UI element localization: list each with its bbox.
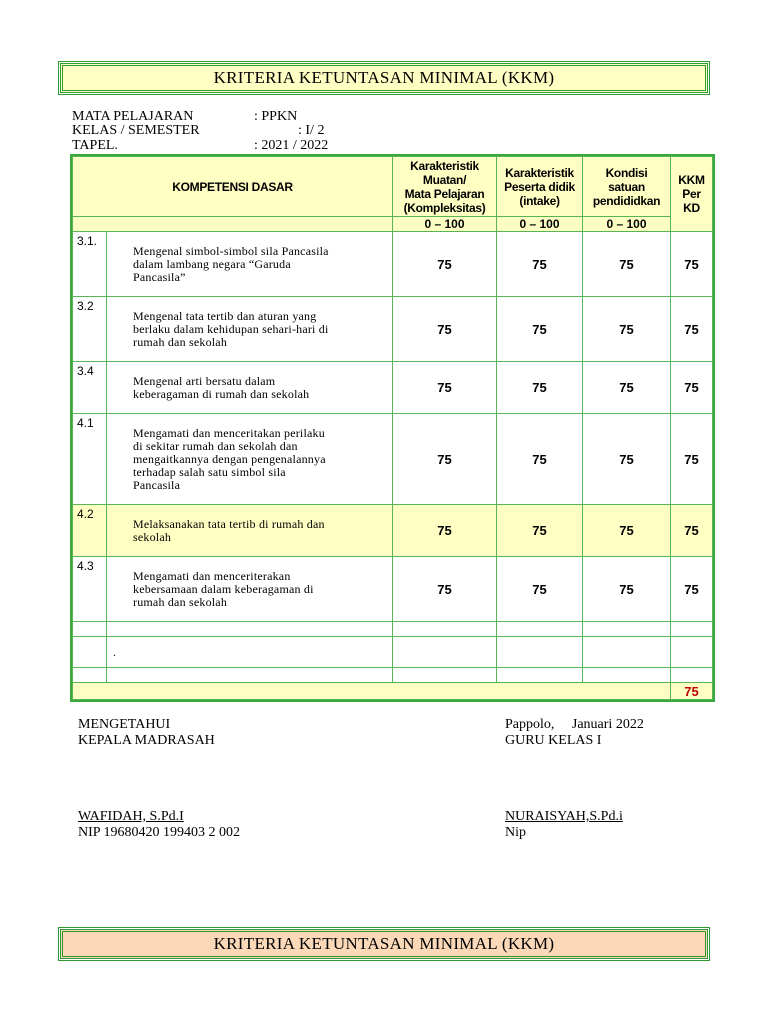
header-line: (intake) bbox=[519, 193, 560, 208]
kd-line: rumah dan sekolah bbox=[133, 334, 228, 349]
range-spacer bbox=[73, 217, 393, 232]
kd-code: 4.3 bbox=[73, 557, 107, 622]
page-title-text: KRITERIA KETUNTASAN MINIMAL (KKM) bbox=[213, 68, 555, 87]
kkm-table bbox=[72, 156, 713, 700]
blank-cell bbox=[107, 637, 393, 668]
kd-line: Pancasila bbox=[133, 477, 181, 492]
blank-cell bbox=[497, 622, 583, 637]
year-label: TAPEL. bbox=[72, 138, 118, 153]
kd-text bbox=[107, 557, 393, 622]
value-kondisi: 75 bbox=[583, 414, 671, 505]
teacher-role: GURU KELAS I bbox=[505, 733, 602, 748]
kd-code: 4.1 bbox=[73, 414, 107, 505]
blank-cell bbox=[107, 668, 393, 683]
kd-text bbox=[107, 414, 393, 505]
value-kompleksitas: 75 bbox=[393, 505, 497, 557]
table-row bbox=[73, 505, 713, 557]
range-c1: 0 – 100 bbox=[393, 217, 497, 232]
kd-line: terhadap salah satu simbol sila bbox=[133, 464, 286, 479]
value-kkm: 75 bbox=[671, 414, 713, 505]
blank-cell bbox=[497, 668, 583, 683]
kd-line: dalam lambang negara “Garuda bbox=[133, 256, 291, 271]
blank-cell bbox=[73, 668, 107, 683]
header-line: Karakteristik bbox=[505, 165, 574, 180]
teacher-nip: Nip bbox=[505, 825, 526, 840]
blank-cell bbox=[107, 622, 393, 637]
class-value: : I/ 2 bbox=[298, 123, 325, 138]
blank-cell bbox=[583, 637, 671, 668]
kd-line: mengaitkannya dengan pengenalannya bbox=[133, 451, 326, 466]
value-kondisi: 75 bbox=[583, 232, 671, 297]
blank-cell bbox=[671, 668, 713, 683]
value-kompleksitas: 75 bbox=[393, 232, 497, 297]
kd-line: Mengenal tata tertib dan aturan yang bbox=[133, 308, 317, 323]
subject-label: MATA PELAJARAN bbox=[72, 109, 194, 124]
class-label: KELAS / SEMESTER bbox=[72, 123, 200, 138]
value-kkm: 75 bbox=[671, 362, 713, 414]
blank-cell bbox=[393, 637, 497, 668]
kd-text bbox=[107, 297, 393, 362]
kd-line: di sekitar rumah dan sekolah dan bbox=[133, 438, 298, 453]
value-intake: 75 bbox=[497, 557, 583, 622]
next-page-title bbox=[60, 929, 708, 959]
kd-line: kebersamaan dalam keberagaman di bbox=[133, 581, 314, 596]
value-kondisi: 75 bbox=[583, 362, 671, 414]
kd-line: Mengenal simbol-simbol sila Pancasila bbox=[133, 243, 329, 258]
kd-code: 4.2 bbox=[73, 505, 107, 557]
kd-line: rumah dan sekolah bbox=[133, 594, 228, 609]
blank-cell bbox=[671, 637, 713, 668]
blank-row bbox=[73, 637, 713, 668]
table-row bbox=[73, 297, 713, 362]
header-kondisi bbox=[583, 157, 671, 217]
header-line: Mata Pelajaran bbox=[404, 186, 485, 201]
kd-line: Melaksanakan tata tertib di rumah dan bbox=[133, 516, 325, 531]
value-intake: 75 bbox=[497, 505, 583, 557]
value-kkm: 75 bbox=[671, 232, 713, 297]
header-line: KD bbox=[683, 201, 700, 215]
kd-text bbox=[107, 505, 393, 557]
place-date: Pappolo, Januari 2022 bbox=[505, 717, 644, 732]
blank-cell bbox=[393, 622, 497, 637]
principal-role: KEPALA MADRASAH bbox=[78, 733, 215, 748]
header-line: Karakteristik bbox=[410, 158, 479, 173]
blank-cell bbox=[583, 622, 671, 637]
value-kompleksitas: 75 bbox=[393, 414, 497, 505]
header-line: KKM bbox=[678, 173, 705, 187]
header-kompleksitas bbox=[393, 157, 497, 217]
total-kkm: 75 bbox=[671, 683, 713, 700]
header-line: (Kompleksitas) bbox=[403, 200, 486, 215]
value-kkm: 75 bbox=[671, 505, 713, 557]
value-intake: 75 bbox=[497, 297, 583, 362]
value-kkm: 75 bbox=[671, 557, 713, 622]
header-line: Peserta didik bbox=[504, 179, 575, 194]
header-line: Kondisi bbox=[605, 165, 648, 180]
blank-row bbox=[73, 622, 713, 637]
principal-nip: NIP 19680420 199403 2 002 bbox=[78, 825, 241, 840]
range-c2: 0 – 100 bbox=[497, 217, 583, 232]
year-value: : 2021 / 2022 bbox=[254, 138, 329, 153]
kd-line: Mengenal arti bersatu dalam bbox=[133, 373, 276, 388]
ack-label: MENGETAHUI bbox=[78, 717, 171, 732]
table-row bbox=[73, 557, 713, 622]
teacher-name: NURAISYAH,S.Pd.i bbox=[505, 809, 623, 824]
total-spacer bbox=[73, 683, 671, 700]
value-intake: 75 bbox=[497, 232, 583, 297]
blank-cell bbox=[73, 637, 107, 668]
table-row bbox=[73, 232, 713, 297]
header-line: Muatan/ bbox=[422, 172, 467, 187]
principal-name: WAFIDAH, S.Pd.I bbox=[78, 809, 184, 824]
blank-cell bbox=[583, 668, 671, 683]
table-row bbox=[73, 414, 713, 505]
kd-text bbox=[107, 232, 393, 297]
next-page-title-text: KRITERIA KETUNTASAN MINIMAL (KKM) bbox=[213, 934, 555, 953]
header-line: pendididkan bbox=[592, 193, 661, 208]
value-kkm: 75 bbox=[671, 297, 713, 362]
blank-cell bbox=[73, 622, 107, 637]
blank-cell bbox=[393, 668, 497, 683]
blank-mark: . bbox=[113, 644, 116, 659]
kd-code: 3.2 bbox=[73, 297, 107, 362]
header-kompetensi-dasar: KOMPETENSI DASAR bbox=[73, 157, 393, 217]
kd-code: 3.1. bbox=[73, 232, 107, 297]
table-row bbox=[73, 362, 713, 414]
kd-line: Mengamati dan menceritakan perilaku bbox=[133, 425, 325, 440]
value-kompleksitas: 75 bbox=[393, 362, 497, 414]
header-line: satuan bbox=[608, 179, 645, 194]
blank-row bbox=[73, 668, 713, 683]
blank-cell bbox=[497, 637, 583, 668]
value-kondisi: 75 bbox=[583, 297, 671, 362]
kd-line: keberagaman di rumah dan sekolah bbox=[133, 386, 310, 401]
value-kompleksitas: 75 bbox=[393, 557, 497, 622]
kd-line: berlaku dalam kehidupan sehari-hari di bbox=[133, 321, 329, 336]
value-intake: 75 bbox=[497, 362, 583, 414]
blank-cell bbox=[671, 622, 713, 637]
page-title bbox=[60, 63, 708, 93]
value-kompleksitas: 75 bbox=[393, 297, 497, 362]
kd-line: sekolah bbox=[133, 529, 172, 544]
value-kondisi: 75 bbox=[583, 505, 671, 557]
header-intake bbox=[497, 157, 583, 217]
value-kondisi: 75 bbox=[583, 557, 671, 622]
kd-line: Pancasila” bbox=[133, 269, 186, 284]
subject-value: : PPKN bbox=[254, 109, 298, 124]
value-intake: 75 bbox=[497, 414, 583, 505]
kd-line: Mengamati dan menceriterakan bbox=[133, 568, 291, 583]
total-row bbox=[73, 683, 713, 700]
kd-text bbox=[107, 362, 393, 414]
range-c3: 0 – 100 bbox=[583, 217, 671, 232]
kd-code: 3.4 bbox=[73, 362, 107, 414]
header-line: Per bbox=[682, 187, 701, 201]
header-kkm-per-kd bbox=[671, 157, 713, 232]
